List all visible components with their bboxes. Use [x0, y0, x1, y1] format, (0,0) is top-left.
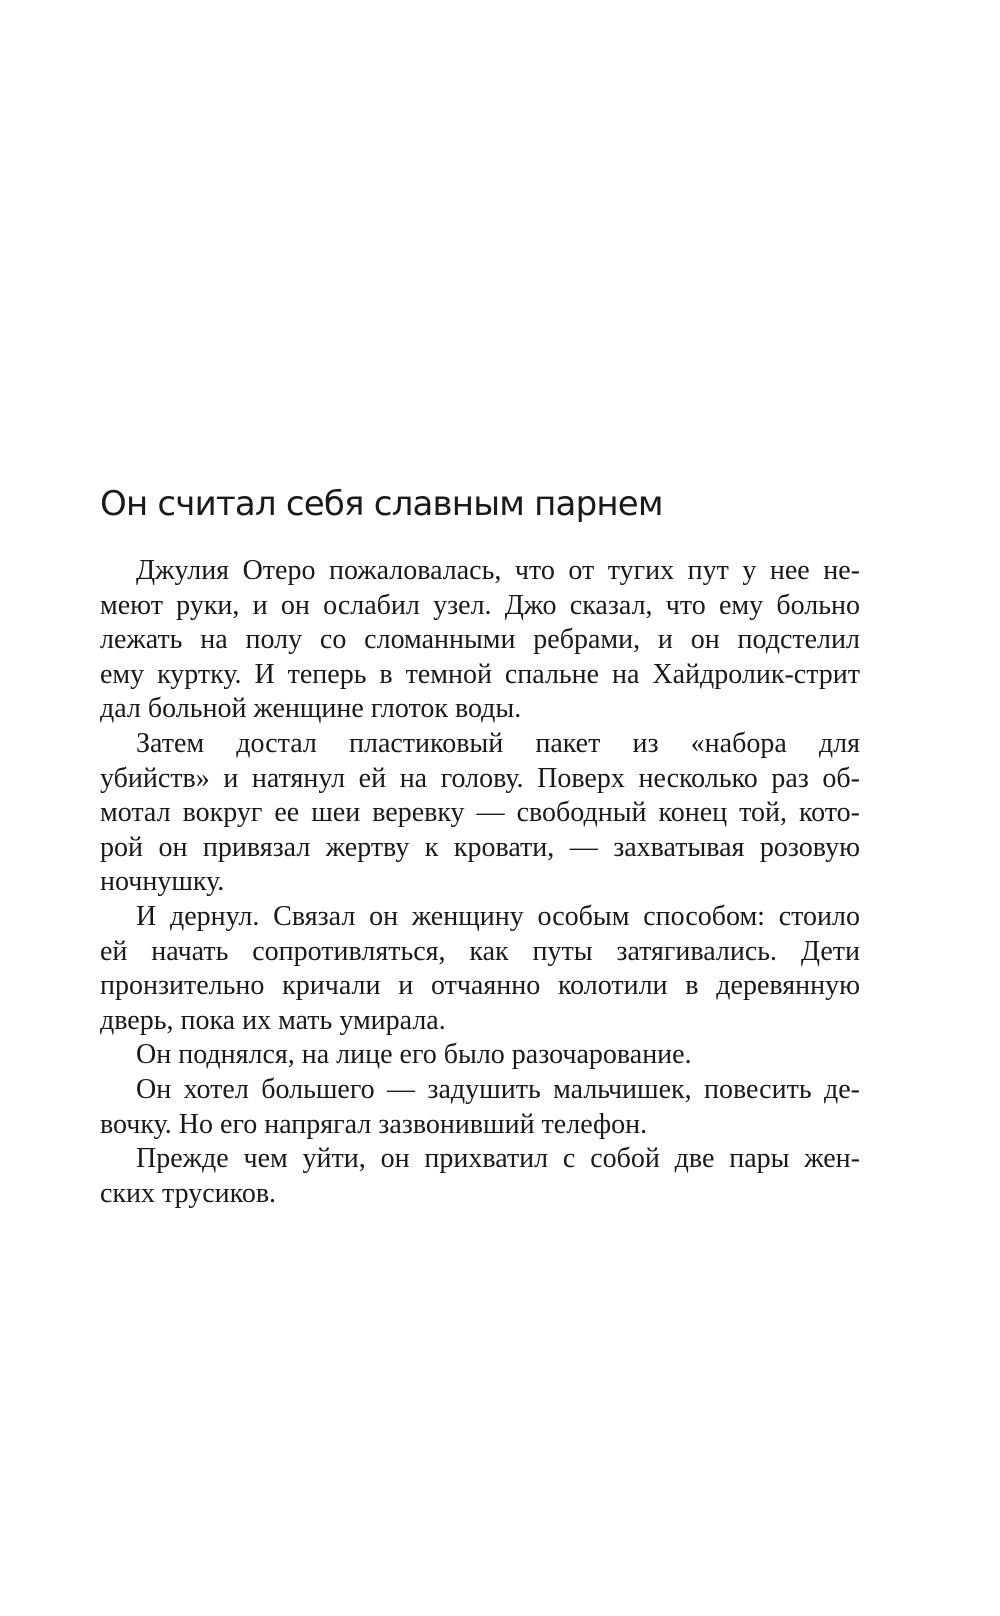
text-line: ских трусиков.	[100, 1177, 277, 1209]
text-line: Джулия Отеро пожаловалась, что от тугих пут у нее не-	[136, 555, 860, 586]
text-line: И дернул. Связал он женщину особым способом: стоило	[136, 900, 860, 932]
chapter-body	[100, 554, 860, 1211]
text-line: пронзительно кричали и отчаянно колотили в деревянную	[100, 970, 860, 1002]
text-line: Он хотел большего — задушить мальчишек, повесить де-	[136, 1073, 860, 1105]
text-line: рой он привязал жертву к кровати, — захватывая розовую	[100, 831, 860, 863]
text-line: дал больной женщине глоток воды.	[100, 693, 522, 725]
paragraph-4	[100, 1038, 860, 1073]
paragraph-2	[100, 727, 860, 900]
text-line: ночнушку.	[100, 866, 225, 898]
paragraph-3	[100, 900, 860, 1038]
text-line: убийств» и натянул ей на голову. Поверх несколько раз об-	[100, 762, 860, 794]
chapter-title: Он считал себя славным парнем	[100, 484, 663, 524]
paragraph-5	[100, 1073, 860, 1142]
text-line: дверь, пока их мать умирала.	[100, 1004, 446, 1036]
text-line: Затем достал пластиковый пакет из «набора для	[136, 727, 860, 759]
paragraph-6	[100, 1142, 860, 1211]
text-line: мотал вокруг ее шеи веревку — свободный конец той, кото-	[100, 797, 860, 829]
text-line: ей начать сопротивляться, как путы затягивались. Дети	[100, 935, 860, 967]
text-line: ему куртку. И теперь в темной спальне на Хайдролик-стрит	[100, 658, 860, 690]
text-line: меют руки, и он ослабил узел. Джо сказал, что ему больно	[100, 589, 860, 621]
text-line: вочку. Но его напрягал зазвонивший телефон.	[100, 1108, 648, 1140]
paragraph-1	[100, 554, 860, 727]
text-line: Он поднялся, на лице его было разочарование.	[136, 1039, 692, 1071]
text-line: Прежде чем уйти, он прихватил с собой две пары жен-	[136, 1143, 860, 1175]
text-line: лежать на полу со сломанными ребрами, и он подстелил	[100, 624, 860, 656]
